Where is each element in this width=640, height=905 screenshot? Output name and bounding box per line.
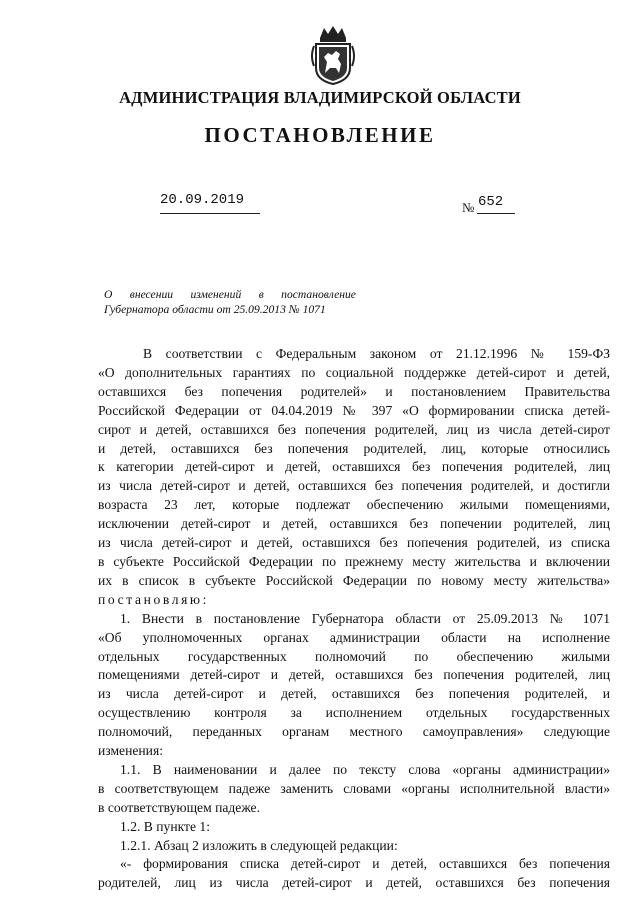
body-line: из числа детей-сирот и детей, оставшихся без попечения родителей, и достигли (98, 478, 610, 494)
body-line: В соответствии с Федеральным законом от 21.12.1996 № 159-ФЗ (143, 346, 610, 361)
organization-title: АДМИНИСТРАЦИЯ ВЛАДИМИРСКОЙ ОБЛАСТИ (119, 88, 521, 107)
body-line: «Об уполномоченных органах администрации области на исполнение (98, 629, 610, 645)
subject-line-2: Губернатора области от 25.09.2013 № 1071 (104, 303, 326, 316)
body-line: и детей, оставшихся без попечения родителей, лиц, которые относились (98, 440, 610, 456)
body-line: родителей, лиц из числа детей-сирот и детей, оставшихся без попечения (98, 875, 610, 891)
body-line: из числа детей-сирот и детей, оставшихся без попечения родителей, и (98, 686, 610, 702)
body-line: оставшихся без попечения родителей» и постановлением Правительства (98, 383, 610, 399)
document-date: 20.09.2019 (160, 192, 245, 208)
body-line: осуществлению контроля за исполнением отдельных государственных (98, 705, 610, 721)
number-sign: № (462, 200, 475, 215)
body-line: полномочий, переданных органам местного самоуправления» следующие (98, 724, 610, 740)
document-body (98, 345, 610, 893)
date-underline (160, 213, 260, 214)
body-line: их в список в субъекте Российской Федерации по новому месту жительства» (98, 572, 610, 588)
body-line: 1.1. В наименовании и далее по тексту слова «органы администрации» (120, 761, 610, 777)
body-line: 1. Внести в постановление Губернатора области от 25.09.2013 № 1071 (120, 610, 610, 626)
body-line: «- формирования списка детей-сирот и детей, оставшихся без попечения (120, 856, 610, 872)
body-line-resolution: постановляю: (98, 591, 210, 607)
body-line: 1.2.1. Абзац 2 изложить в следующей редакции: (120, 837, 398, 853)
subject-line-1: О внесении изменений в постановление (104, 288, 356, 301)
body-line: в субъекте Российской Федерации по прежнему месту жительства и включении (98, 553, 610, 569)
body-line: возраста 23 лет, которые подлежат обеспечению жилыми помещениями, (98, 497, 610, 513)
body-line: в соответствующем падеже. (98, 799, 260, 815)
number-underline (477, 213, 515, 214)
coat-of-arms-icon (310, 24, 356, 86)
body-line: к категории детей-сирот и детей, оставшихся без попечения родителей, лиц (98, 459, 610, 475)
body-line: Российской Федерации от 04.04.2019 № 397 «О формировании списка детей- (98, 402, 610, 418)
body-line: «О дополнительных гарантиях по социальной поддержке детей-сирот и детей, (98, 364, 610, 380)
body-line: из числа детей-сирот и детей, оставшихся без попечения родителей, из списка (98, 535, 610, 551)
body-line: в соответствующем падеже заменить словами «органы исполнительной власти» (98, 780, 610, 796)
number-value: 652 (478, 194, 504, 210)
body-line: исключении детей-сирот и детей, оставшихся без попечении родителей, лиц (98, 516, 610, 532)
body-line: помещениями детей-сирот и детей, оставшихся без попечения родителей, лиц (98, 667, 610, 683)
body-line: изменения: (98, 743, 163, 759)
document-subject (104, 287, 356, 317)
body-line: 1.2. В пункте 1: (120, 818, 210, 834)
document-type-title: ПОСТАНОВЛЕНИЕ (204, 123, 436, 147)
body-line: отдельных государственных полномочий по обеспечению жилыми (98, 648, 610, 664)
body-line: сирот и детей, оставшихся без попечения родителей, лиц из числа детей-сирот (98, 421, 610, 437)
